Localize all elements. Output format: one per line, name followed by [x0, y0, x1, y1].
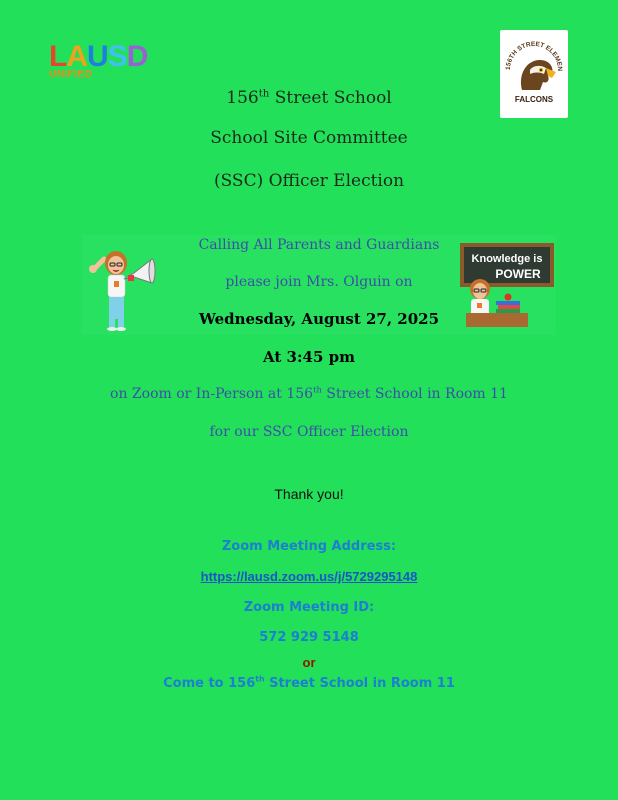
- meeting-purpose: for our SSC Officer Election: [209, 424, 409, 440]
- zoom-meeting-link[interactable]: https://lausd.zoom.us/j/5729295148: [200, 569, 418, 584]
- logo-letter: A: [66, 40, 87, 73]
- invite-line-1: Calling All Parents and Guardians: [198, 237, 440, 253]
- meeting-time: At 3:45 pm: [263, 348, 355, 366]
- logo-letter: D: [126, 40, 148, 73]
- title-line-3: (SSC) Officer Election: [213, 171, 405, 191]
- thank-you-text: Thank you!: [274, 486, 344, 502]
- invite-line-2: please join Mrs. Olguin on: [225, 274, 413, 290]
- logo-letter: S: [107, 40, 127, 73]
- lausd-logo: [49, 42, 147, 80]
- zoom-id-label: Zoom Meeting ID:: [243, 600, 375, 615]
- chalkboard-line-2: POWER: [495, 267, 541, 281]
- logo-letter: U: [87, 40, 108, 73]
- or-separator: or: [302, 655, 316, 670]
- zoom-address-label: Zoom Meeting Address:: [221, 539, 397, 554]
- zoom-link-row: [0, 569, 618, 584]
- lausd-wordmark: [49, 42, 147, 72]
- zoom-meeting-id: 572 929 5148: [259, 630, 359, 645]
- meeting-date: Wednesday, August 27, 2025: [198, 310, 440, 328]
- meeting-location: on Zoom or In-Person at 156th Street School in Room 11: [110, 384, 508, 402]
- logo-letter: L: [49, 40, 67, 73]
- invite-banner: [82, 235, 556, 335]
- crest-arc-text: 156TH STREET ELEMEN: [504, 40, 564, 72]
- in-person-location: Come to 156th Street School in Room 11: [163, 674, 455, 691]
- chalkboard-line-1: Knowledge is: [471, 253, 543, 265]
- title-line-1: 156th Street School: [226, 88, 392, 108]
- crest-name: FALCONS: [514, 95, 554, 104]
- title-line-2: School Site Committee: [210, 128, 408, 148]
- lausd-unified-label: UNIFIED: [49, 69, 93, 80]
